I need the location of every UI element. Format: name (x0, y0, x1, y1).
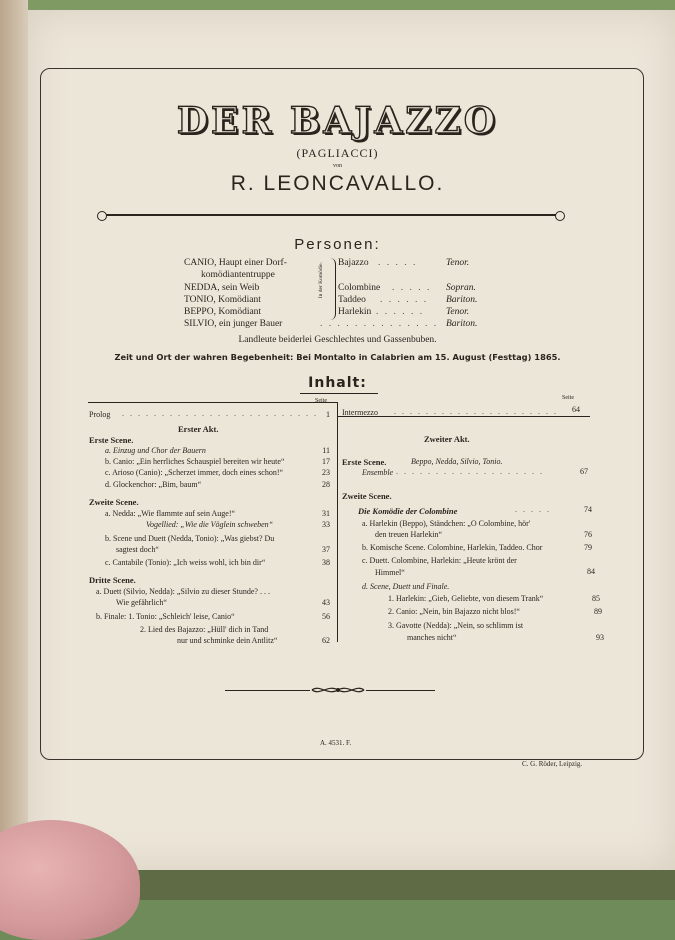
scene-heading: Zweite Scene. (342, 491, 392, 501)
toc-page-number: 64 (572, 405, 580, 414)
toc-entry: b. Canio: „Ein herrliches Schauspiel bereiten wir heute“ (105, 457, 285, 466)
toc-entry: Die Komödie der Colombine (358, 506, 458, 516)
toc-page-number: 37 (322, 545, 330, 554)
role-voice: Bariton. (446, 295, 478, 305)
toc-entry: 2. Canio: „Nein, bin Bajazzo nicht blos!“ (388, 607, 520, 616)
role-name: CANIO, Haupt einer Dorf- (184, 258, 287, 268)
subtitle: (PAGLIACCI) (296, 146, 379, 160)
toc-page-number: 28 (322, 480, 330, 489)
toc-page-number: 23 (322, 468, 330, 477)
toc-entry: a. Nedda: „Wie flammte auf sein Auge!“ (105, 509, 236, 518)
toc-entry: b. Scene und Duett (Nedda, Tonio): „Was giebst? Du (105, 534, 275, 543)
toc-entry: 1. Harlekin: „Gieb, Geliebte, von diesem Trank“ (388, 594, 544, 603)
toc-entry: a. Einzug und Chor der Bauern (105, 446, 206, 455)
toc-page-number: 62 (322, 636, 330, 645)
toc-page-number: 74 (584, 505, 592, 514)
toc-entry: a. Duett (Silvio, Nedda): „Silvio zu dieser Stunde? . . . (96, 587, 270, 596)
von-label: von (333, 163, 342, 169)
toc-rule-left (88, 402, 337, 403)
act-heading: Zweiter Akt. (424, 434, 470, 444)
role-part: Harlekin (338, 307, 372, 317)
toc-entry: nur und schminke dein Antlitz“ (177, 636, 278, 645)
toc-entry: b. Finale: 1. Tonio: „Schleich' leise, Canio“ (96, 612, 235, 621)
role-name: BEPPO, Komödiant (184, 307, 262, 317)
toc-page-number: 1 (326, 410, 330, 419)
inhalt-underline (300, 393, 378, 394)
seite-label-left: Seite (315, 398, 327, 404)
toc-page-number: 56 (322, 612, 330, 621)
role-part: Taddeo (338, 295, 366, 305)
time-place-line: Zeit und Ort der wahren Begebenheit: Bei Montalto in Calabrien am 15. August (Festtag) 1865. (114, 352, 561, 362)
role-voice: Tenor. (446, 307, 470, 317)
toc-entry: manches nicht“ (407, 633, 457, 642)
dot-leader: . . . . . . (376, 307, 425, 317)
seite-label-right: Seite (562, 395, 574, 401)
toc-page-number: 38 (322, 558, 330, 567)
toc-page-number: 11 (322, 446, 330, 455)
bottom-ornament (310, 684, 366, 696)
role-voice: Sopran. (446, 283, 476, 293)
publisher-imprint: C. G. Röder, Leipzig. (522, 760, 583, 768)
toc-entry: c. Cantabile (Tonio): „Ich weiss wohl, ich bin dir“ (105, 558, 266, 567)
toc-entry: Wie gefährlich“ (116, 598, 167, 607)
dot-leader: . . . . . . (380, 295, 429, 305)
dot-leader: . . . . . . . . . . . . . . (320, 319, 439, 329)
toc-entry: Prolog (89, 410, 111, 419)
toc-entry: Intermezzo (342, 408, 378, 417)
toc-page-number: 85 (592, 594, 600, 603)
toc-entry: Himmel“ (375, 568, 405, 577)
toc-page-number: 17 (322, 457, 330, 466)
scene-heading: Zweite Scene. (89, 497, 139, 507)
role-voice: Tenor. (446, 258, 470, 268)
toc-entry: d. Scene, Duett und Finale. (362, 582, 450, 591)
role-name: TONIO, Komödiant (184, 295, 261, 305)
scene-cast: Beppo, Nedda, Silvio, Tonio. (411, 457, 503, 466)
toc-entry: 3. Gavotte (Nedda): „Nein, so schlimm ist (388, 621, 524, 630)
toc-column-divider (337, 402, 338, 642)
dot-leader: . . . . . (515, 505, 551, 514)
toc-entry: Vogellied: „Wie die Vöglein schweben“ (146, 520, 274, 529)
toc-page-number: 93 (596, 633, 604, 642)
toc-page-number: 67 (580, 467, 588, 476)
toc-entry: den treuen Harlekin“ (375, 530, 443, 539)
scene-heading: Dritte Scene. (89, 575, 136, 585)
toc-entry: b. Komische Scene. Colombine, Harlekin, Taddeo. Chor (362, 543, 543, 552)
role-voice: Bariton. (446, 319, 478, 329)
dot-leader: . . . . . . . . . . . . . . . . . . . . . . . . . (122, 409, 318, 418)
toc-entry: a. Harlekin (Beppo), Ständchen: „O Colombine, hör' (362, 519, 531, 528)
toc-entry: 2. Lied des Bajazzo: „Hüll' dich in Tand (140, 625, 269, 634)
scene-heading: Erste Scene. (89, 435, 134, 445)
toc-page-number: 79 (584, 543, 592, 552)
toc-entry: sagtest doch“ (116, 545, 159, 554)
brace (329, 258, 336, 320)
toc-page-number: 33 (322, 520, 330, 529)
komoedie-label: In der Komödie. (318, 262, 324, 299)
dot-leader: . . . . . (392, 283, 432, 293)
toc-entry: Ensemble (362, 468, 394, 477)
toc-page-number: 31 (322, 509, 330, 518)
ornamental-rule (105, 214, 557, 216)
plate-number: A. 4531. F. (320, 739, 352, 747)
inhalt-heading: Inhalt: (308, 375, 367, 391)
role-part: Colombine (338, 283, 381, 293)
toc-entry: c. Arioso (Canio): „Scherzet immer, doch eines schon!“ (105, 468, 284, 477)
toc-page-number: 89 (594, 607, 602, 616)
dot-leader: . . . . . . . . . . . . . . . . . . . . . (394, 407, 558, 416)
toc-entry: c. Duett. Colombine, Harlekin: „Heute krönt der (362, 556, 517, 565)
toc-entry: d. Glockenchor: „Bim, baum“ (105, 480, 202, 489)
role-name: NEDDA, sein Weib (184, 283, 260, 293)
role-part: Bajazzo (338, 258, 369, 268)
composer-name: R. LEONCAVALLO. (230, 172, 445, 195)
dot-leader: . . . . . . . . . . . . . . . . . . . (396, 467, 544, 476)
page-title: DER BAJAZZO (176, 100, 499, 142)
role-name: komödiantentruppe (201, 270, 275, 280)
role-name: SILVIO, ein junger Bauer (184, 319, 283, 329)
personen-heading: Personen: (294, 236, 381, 253)
dot-leader: . . . . . (378, 258, 418, 268)
toc-page-number: 84 (587, 567, 595, 576)
toc-page-number: 76 (584, 530, 592, 539)
scene-heading: Erste Scene. (342, 457, 387, 467)
chorus-line: Landleute beiderlei Geschlechtes und Gassenbuben. (238, 335, 437, 345)
toc-page-number: 43 (322, 598, 330, 607)
act-heading: Erster Akt. (178, 424, 219, 434)
